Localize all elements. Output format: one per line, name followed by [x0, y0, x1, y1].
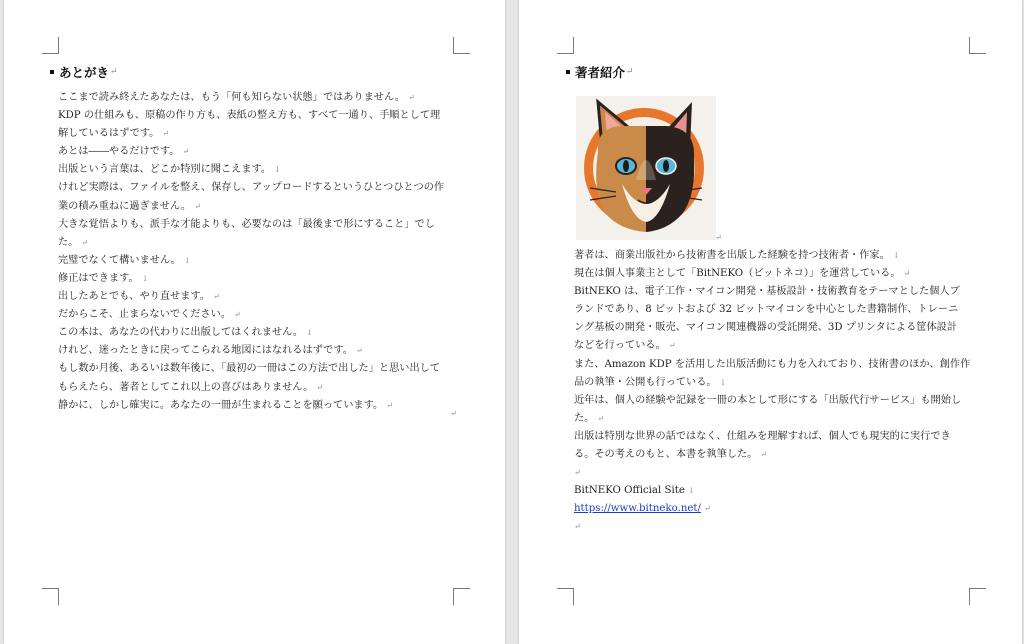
afterword-heading-text: あとがき: [59, 65, 110, 80]
afterword-line: けれど、迷ったときに戻ってこられる地図にはなれるはずです。 ↵: [58, 342, 447, 360]
profile-line: 近年は、個人の経験や記録を一冊の本として形にする「出版代行サービス」も開始し: [574, 394, 962, 406]
crop-mark-bottom-right: [969, 588, 986, 605]
afterword-line: だからこそ、止まらないでください。 ↵: [58, 306, 447, 324]
profile-line: ング基板の開発・販売、マイコン関連機器の受託開発、3D プリンタによる筐体設計: [574, 322, 958, 334]
afterword-heading: [50, 63, 118, 81]
official-site-link[interactable]: https://www.bitneko.net/: [574, 503, 701, 515]
afterword-line: ここまで読み終えたあなたは、もう「何も知らない状態」ではありません。 ↵: [58, 89, 447, 107]
afterword-line: この本は、あなたの代わりに出版してはくれません。 ↓: [58, 324, 447, 342]
profile-line: ランドであり、8 ビットおよび 32 ビットマイコンを中心とした書籍制作、トレーニ: [574, 304, 959, 316]
crop-mark-bottom-right: [453, 588, 470, 605]
afterword-line: 出版という言葉は、どこか特別に聞こえます。 ↓: [58, 161, 447, 179]
profile-line: また、Amazon KDP を活用した出版活動にも力を入れており、技術書のほか、創作作: [574, 358, 971, 370]
afterword-body[interactable]: [58, 89, 447, 415]
afterword-line: あとは――やるだけです。 ↵: [58, 143, 447, 161]
profile-line: 出版は特別な世界の話ではなく、仕組みを理解すれば、個人でも現実的に実行でき: [574, 430, 951, 442]
afterword-line: 完璧でなくて構いません。 ↓: [58, 252, 447, 270]
profile-line: BitNEKO Official Site ↓: [574, 482, 973, 500]
afterword-line: 出したあとでも、やり直せます。 ↵: [58, 288, 447, 306]
crop-mark-top-left: [557, 37, 574, 54]
paragraph-mark-icon: ↵: [450, 409, 457, 418]
afterword-line: 修正はできます。 ↓: [58, 270, 447, 288]
crop-mark-top-right: [453, 37, 470, 54]
afterword-line: 静かに、しかし確実に。あなたの一冊が生まれることを願っています。 ↵: [58, 397, 447, 415]
afterword-line: KDP の仕組みも、原稿の作り方も、表紙の整え方も、すべて一通り、手順として理: [58, 110, 441, 122]
afterword-line: けれど実際は、ファイルを整え、保存し、アップロードするというひとつひとつの作: [58, 182, 445, 194]
profile-line: 品の執筆・公開も行っている。 ↓: [574, 374, 973, 392]
document-page-right: [519, 0, 1022, 644]
profile-line: 現在は個人事業主として「BitNEKO（ビットネコ）」を運営している。 ↵: [574, 265, 973, 283]
crop-mark-top-left: [42, 37, 59, 54]
profile-line: 著者は、商業出版社から技術書を出版した経験を持つ技術者・作家。 ↓: [574, 247, 973, 265]
afterword-line: 大きな覚悟よりも、派手な才能よりも、必要なのは「最後まで形にすること」でし: [58, 218, 435, 230]
afterword-line: 業の積み重ねに過ぎません。 ↵: [58, 198, 447, 216]
profile-line: る。その考えのもと、本書を執筆した。 ↵: [574, 446, 973, 464]
paragraph-mark-icon: ↵: [715, 233, 722, 242]
afterword-line: もし数か月後、あるいは数年後に、「最初の一冊はこの方法で出した」と思い出して: [58, 363, 441, 375]
paragraph-mark-icon: ↵: [626, 67, 634, 77]
paragraph-mark-icon: ↵: [110, 67, 118, 77]
cat-icon: [576, 96, 716, 240]
crop-mark-bottom-left: [557, 588, 574, 605]
afterword-line: 解しているはずです。 ↵: [58, 125, 447, 143]
profile-line: [574, 518, 973, 536]
afterword-line: もらえたら、著者としてこれ以上の喜びはありません。 ↵: [58, 379, 447, 397]
profile-line: などを行っている。 ↵: [574, 337, 973, 355]
crop-mark-top-right: [969, 37, 986, 54]
document-page-left: [4, 0, 505, 644]
profile-line: [574, 500, 973, 518]
calico-cat-portrait-image[interactable]: [576, 96, 716, 240]
heading-bullet-icon: [566, 70, 570, 74]
profile-line: [574, 464, 973, 482]
author-profile-body[interactable]: [574, 247, 973, 537]
author-profile-heading: [566, 63, 634, 81]
crop-mark-bottom-left: [42, 588, 59, 605]
profile-line: BitNEKO は、電子工作・マイコン開発・基板設計・技術教育をテーマとした個人ブ: [574, 286, 960, 298]
author-profile-heading-text: 著者紹介: [575, 65, 626, 80]
profile-line: た。 ↵: [574, 410, 973, 428]
afterword-line: た。 ↵: [58, 234, 447, 252]
heading-bullet-icon: [50, 70, 54, 74]
